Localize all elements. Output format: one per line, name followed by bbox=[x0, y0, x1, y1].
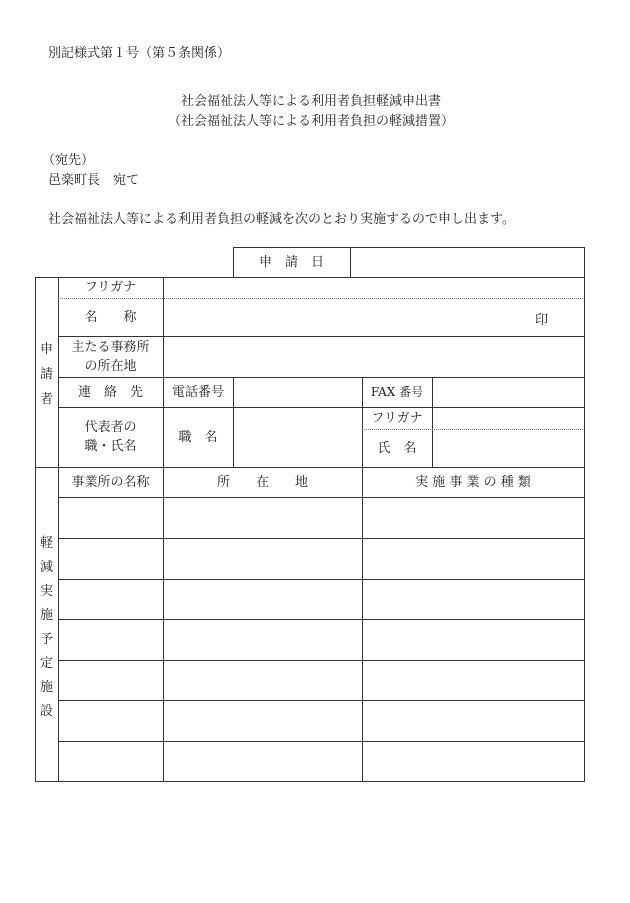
section-char: 施 bbox=[39, 679, 53, 695]
section-char: 軽 bbox=[39, 535, 53, 551]
facility-service-type-field[interactable] bbox=[363, 580, 584, 619]
facility-location-field[interactable] bbox=[164, 661, 362, 700]
phone-field[interactable] bbox=[234, 378, 362, 407]
section-char: 施 bbox=[39, 607, 53, 623]
page-subtitle bbox=[0, 110, 630, 129]
facility-location-field[interactable] bbox=[164, 701, 362, 740]
job-title-label: 職 名 bbox=[178, 429, 218, 445]
rep-furigana-label: フリガナ bbox=[371, 410, 423, 426]
section-char: 設 bbox=[39, 703, 53, 719]
contact-label: 連 絡 先 bbox=[77, 384, 143, 400]
section-char: 申 bbox=[39, 341, 53, 357]
applicant-section-label bbox=[35, 277, 58, 467]
application-date-field[interactable] bbox=[351, 248, 584, 277]
section-char: 実 bbox=[39, 583, 53, 599]
office-address-field[interactable] bbox=[164, 337, 584, 377]
section-char: 減 bbox=[39, 559, 53, 575]
office-address-label bbox=[58, 336, 163, 377]
rep-name-field[interactable] bbox=[433, 430, 584, 467]
addressee: 邑楽町長 宛て bbox=[48, 173, 140, 188]
facility-name-field[interactable] bbox=[59, 742, 163, 781]
rep-furigana-field[interactable] bbox=[433, 408, 584, 429]
facility-service-type-field[interactable] bbox=[363, 539, 584, 578]
facility-service-type-field[interactable] bbox=[363, 498, 584, 537]
facility-service-type-field[interactable] bbox=[363, 742, 584, 781]
facility-location-field[interactable] bbox=[164, 539, 362, 578]
name-field[interactable] bbox=[164, 299, 584, 336]
facilities-section-label bbox=[35, 530, 58, 720]
representative-label-line2: 職・氏名 bbox=[84, 439, 137, 454]
form-number: 別記様式第１号（第５条関係） bbox=[48, 46, 231, 61]
subtitle-text: （社会福祉法人等による利用者負担の軽減措置） bbox=[167, 114, 454, 129]
section-char: 予 bbox=[39, 631, 53, 647]
seal-label: 印 bbox=[535, 313, 549, 328]
fax-label: FAX 番号 bbox=[370, 384, 424, 399]
rep-name-label: 氏 名 bbox=[377, 440, 417, 456]
col-header-service-type: 実 施 事 業 の 種 類 bbox=[415, 474, 531, 490]
facility-name-field[interactable] bbox=[59, 701, 163, 740]
section-char: 者 bbox=[39, 391, 53, 407]
facility-location-field[interactable] bbox=[164, 498, 362, 537]
facility-service-type-field[interactable] bbox=[363, 620, 584, 659]
facility-name-field[interactable] bbox=[59, 580, 163, 619]
furigana-label: フリガナ bbox=[84, 280, 137, 295]
title-text: 社会福祉法人等による利用者負担軽減申出書 bbox=[180, 94, 441, 109]
section-char: 請 bbox=[39, 366, 53, 382]
col-header-facility-name: 事業所の名称 bbox=[71, 474, 150, 490]
fax-field[interactable] bbox=[433, 378, 584, 407]
phone-label: 電話番号 bbox=[171, 384, 224, 400]
office-address-label-line2: の所在地 bbox=[84, 358, 137, 374]
representative-label bbox=[58, 407, 163, 467]
facility-location-field[interactable] bbox=[164, 620, 362, 659]
addressee-label: （宛先） bbox=[42, 153, 95, 168]
facility-location-field[interactable] bbox=[164, 742, 362, 781]
statement: 社会福祉法人等による利用者負担の軽減を次のとおり実施するので申し出ます。 bbox=[48, 212, 515, 227]
facility-name-field[interactable] bbox=[59, 498, 163, 537]
facility-name-field[interactable] bbox=[59, 539, 163, 578]
facility-service-type-field[interactable] bbox=[363, 661, 584, 700]
col-header-location: 所 在 地 bbox=[216, 474, 308, 490]
job-title-field[interactable] bbox=[234, 408, 362, 467]
page-title bbox=[0, 90, 630, 109]
facility-location-field[interactable] bbox=[164, 580, 362, 619]
application-date-label: 申 請 日 bbox=[258, 254, 324, 270]
facility-name-field[interactable] bbox=[59, 661, 163, 700]
facility-service-type-field[interactable] bbox=[363, 701, 584, 740]
representative-label-line1: 代表者の bbox=[84, 420, 137, 435]
name-label: 名 称 bbox=[84, 309, 137, 325]
furigana-field[interactable] bbox=[164, 278, 584, 298]
section-char: 定 bbox=[39, 655, 53, 671]
facility-name-field[interactable] bbox=[59, 620, 163, 659]
office-address-label-line1: 主たる事務所 bbox=[71, 339, 150, 355]
